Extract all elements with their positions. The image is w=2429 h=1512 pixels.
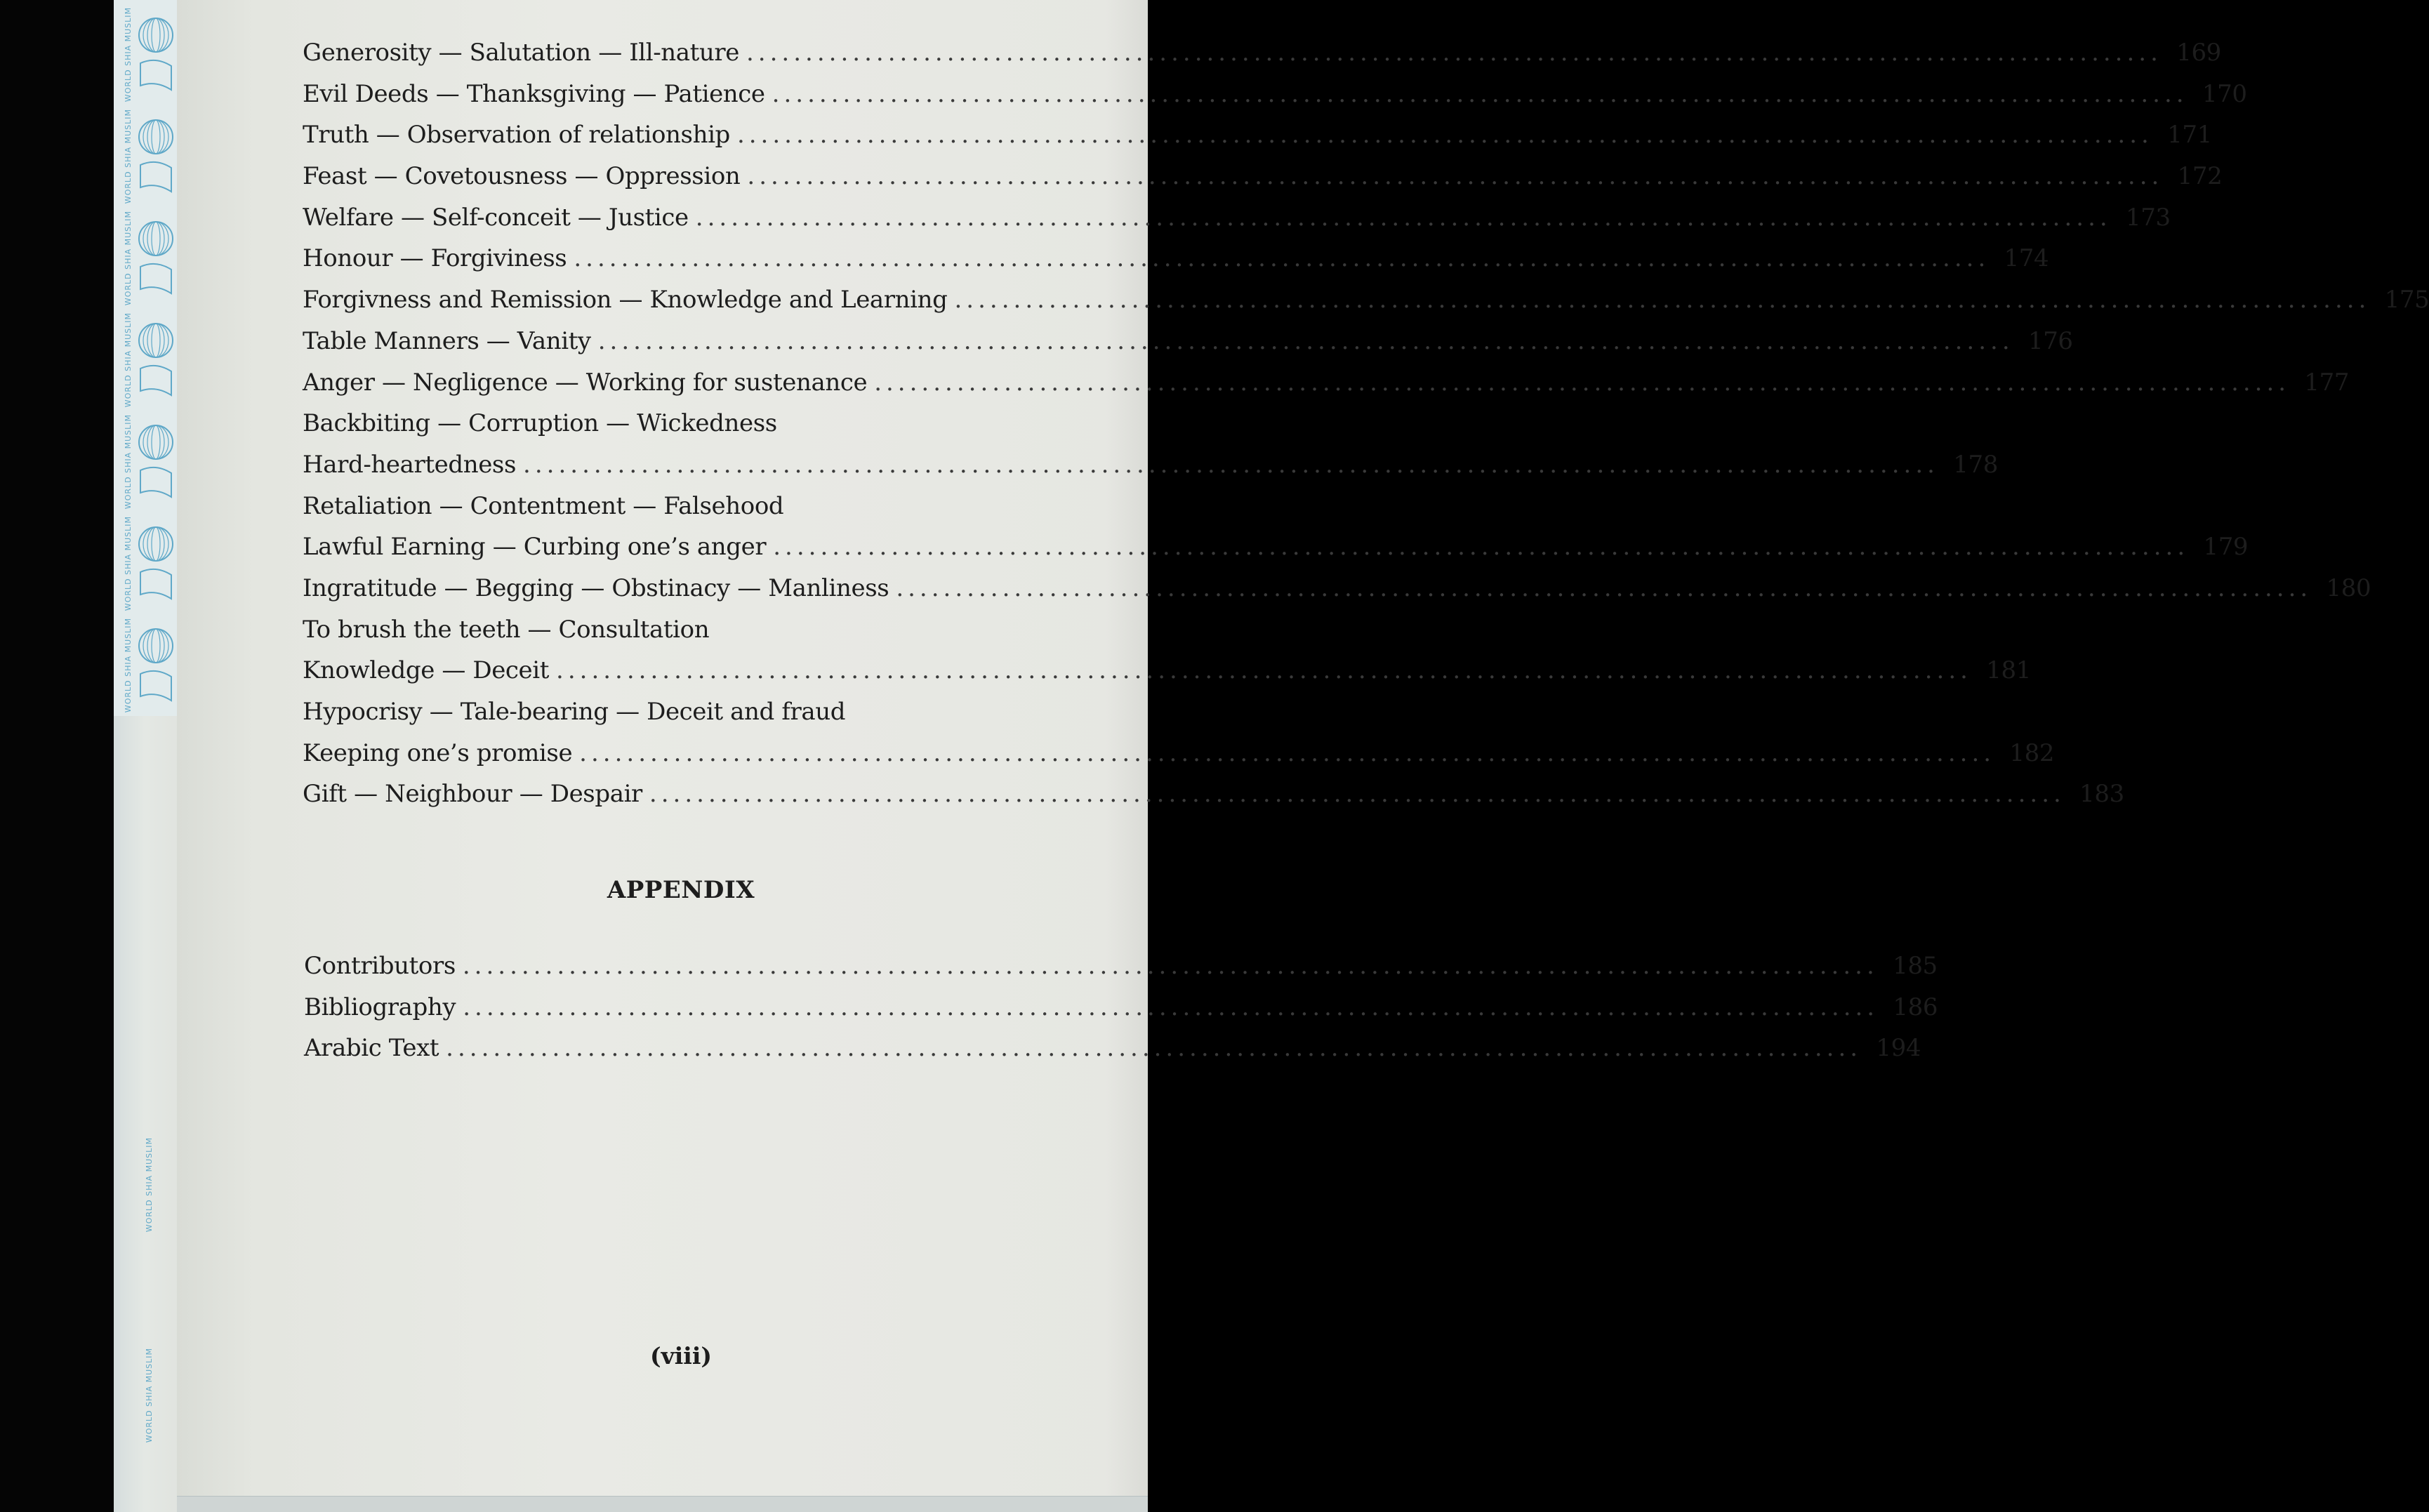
toc-entry-page: 185 (1893, 952, 1938, 980)
toc-entry (303, 156, 2223, 197)
dot-leader: ........................................................................................................................ (523, 450, 1939, 479)
dot-leader: ........................................................................................................................ (649, 780, 2065, 809)
toc-entry-title: Truth — Observation of relationship (303, 121, 730, 150)
toc-entry-page: 178 (1953, 450, 1998, 479)
dot-leader: ........................................................................................................................ (773, 533, 2190, 562)
toc-entry-title: Arabic Text (304, 1034, 439, 1063)
scan-background-left (0, 0, 112, 1512)
watermark-stamp-text: WORLD SHIA MUSLIM (124, 414, 133, 510)
toc-entry (303, 362, 2350, 404)
toc-entry-page: 173 (2125, 203, 2171, 232)
toc-entry (303, 321, 2073, 362)
watermark-globe-icon (117, 109, 176, 207)
dot-leader: ........................................................................................................................ (556, 656, 1972, 685)
dot-leader: ........................................................................................................................ (747, 162, 2164, 191)
toc-entry (303, 650, 2031, 691)
watermark-globe-icon (117, 7, 176, 105)
toc-entry-page: 194 (1876, 1034, 1921, 1063)
watermark-stamp-text: WORLD SHIA MUSLIM (124, 618, 133, 713)
toc-entry (303, 114, 2212, 156)
toc-entry (303, 74, 2247, 115)
toc-entry (303, 403, 1080, 444)
toc-entry-title: Ingratitude — Begging — Obstinacy — Manliness (303, 573, 889, 602)
toc-entry-title: Hypocrisy — Tale-bearing — Deceit and fraud (303, 698, 846, 726)
toc-entry-title: Lawful Earning — Curbing one’s anger (303, 533, 767, 562)
toc-entry-title: Backbiting — Corruption — Wickedness (303, 409, 777, 438)
toc-entry (303, 609, 1080, 651)
page-number: (viii) (649, 1342, 712, 1370)
toc-entry (303, 733, 2055, 774)
toc-entry-title: Feast — Covetousness — Oppression (303, 162, 741, 191)
appendix-heading: APPENDIX (607, 876, 755, 904)
dot-leader: ........................................................................................................................ (746, 39, 2162, 67)
watermark-strip (114, 0, 179, 716)
watermark-stamp-text: WORLD SHIA MUSLIM (124, 516, 133, 611)
toc-entry-page: 182 (2009, 738, 2055, 767)
toc-entry-title: Contributors (304, 952, 456, 980)
dot-leader: ........................................................................................................................ (736, 121, 2153, 150)
toc-entry (303, 238, 2049, 279)
toc-entry-page: 174 (2004, 244, 2049, 273)
toc-entry-page: 186 (1893, 993, 1938, 1021)
toc-entry-page: 180 (2326, 573, 2371, 602)
watermark-globe-icon (117, 211, 176, 309)
toc-entry (303, 32, 2221, 74)
toc-entry-title: Honour — Forgiviness (303, 244, 567, 273)
table-of-contents (303, 32, 2429, 815)
watermark-globe-icon (117, 312, 176, 411)
dot-leader: ........................................................................................................................ (463, 993, 1879, 1021)
toc-entry-title: Evil Deeds — Thanksgiving — Patience (303, 79, 765, 108)
dot-leader: ........................................................................................................................ (462, 952, 1879, 980)
watermark-globe-icon (117, 414, 176, 512)
page-bottom-edge (177, 1496, 1148, 1512)
toc-entry-page: 181 (1986, 656, 2031, 685)
watermark-stamp-text: WORLD SHIA MUSLIM (124, 211, 133, 306)
watermark-stamp-text: WORLD SHIA MUSLIM (145, 1137, 154, 1233)
toc-entry-page: 172 (2177, 162, 2223, 191)
toc-entry (304, 1028, 1921, 1069)
toc-entry-title: To brush the teeth — Consultation (303, 615, 710, 644)
dot-leader: ........................................................................................................................ (954, 286, 2371, 314)
dot-leader: ........................................................................................................................ (574, 244, 1990, 273)
toc-entry (303, 486, 1080, 527)
dot-leader: ........................................................................................................................ (896, 573, 2312, 602)
toc-entry (304, 946, 1938, 987)
toc-entry-title: Anger — Negligence — Working for sustenance (303, 368, 868, 397)
toc-entry-title: Gift — Neighbour — Despair (303, 780, 642, 809)
toc-entry-page: 170 (2202, 79, 2247, 108)
toc-entry-page: 175 (2384, 286, 2429, 314)
dot-leader: ........................................................................................................................ (446, 1034, 1862, 1063)
appendix-list (304, 946, 1938, 1069)
watermark-stamp-text: WORLD SHIA MUSLIM (124, 109, 133, 204)
toc-entry-page: 177 (2304, 368, 2350, 397)
dot-leader: ........................................................................................................................ (695, 203, 2112, 232)
toc-entry-page: 179 (2203, 533, 2249, 562)
watermark-globe-icon (117, 516, 176, 614)
toc-entry (304, 987, 1938, 1028)
toc-entry (303, 691, 1080, 733)
toc-entry (303, 444, 1998, 486)
toc-entry-title: Keeping one’s promise (303, 738, 573, 767)
toc-entry-title: Welfare — Self-conceit — Justice (303, 203, 689, 232)
toc-entry-page: 176 (2027, 326, 2073, 355)
toc-entry-title: Hard-heartedness (303, 450, 517, 479)
watermark-globe-icon (117, 618, 176, 716)
toc-entry (303, 526, 2249, 568)
toc-entry (303, 774, 2124, 815)
toc-entry (303, 197, 2171, 239)
toc-entry-title: Knowledge — Deceit (303, 656, 550, 685)
toc-entry-title: Retaliation — Contentment — Falsehood (303, 491, 784, 520)
dot-leader: ........................................................................................................................ (874, 368, 2291, 397)
dot-leader: ........................................................................................................................ (579, 738, 1996, 767)
dot-leader: ........................................................................................................................ (597, 326, 2014, 355)
toc-entry-title: Forgivness and Remission — Knowledge and Learning (303, 286, 948, 314)
toc-entry-title: Table Manners — Vanity (303, 326, 591, 355)
toc-entry (303, 568, 2371, 609)
watermark-stamp-text: WORLD SHIA MUSLIM (145, 1348, 154, 1443)
watermark-stamp-text: WORLD SHIA MUSLIM (124, 312, 133, 408)
toc-entry-title: Generosity — Salutation — Ill-nature (303, 39, 739, 67)
toc-entry-page: 183 (2079, 780, 2124, 809)
toc-entry-title: Bibliography (304, 993, 456, 1021)
toc-entry (303, 279, 2429, 321)
dot-leader: ........................................................................................................................ (772, 79, 2188, 108)
watermark-stamp-text: WORLD SHIA MUSLIM (124, 7, 133, 102)
toc-entry-page: 169 (2176, 39, 2221, 67)
toc-entry-page: 171 (2167, 121, 2212, 150)
